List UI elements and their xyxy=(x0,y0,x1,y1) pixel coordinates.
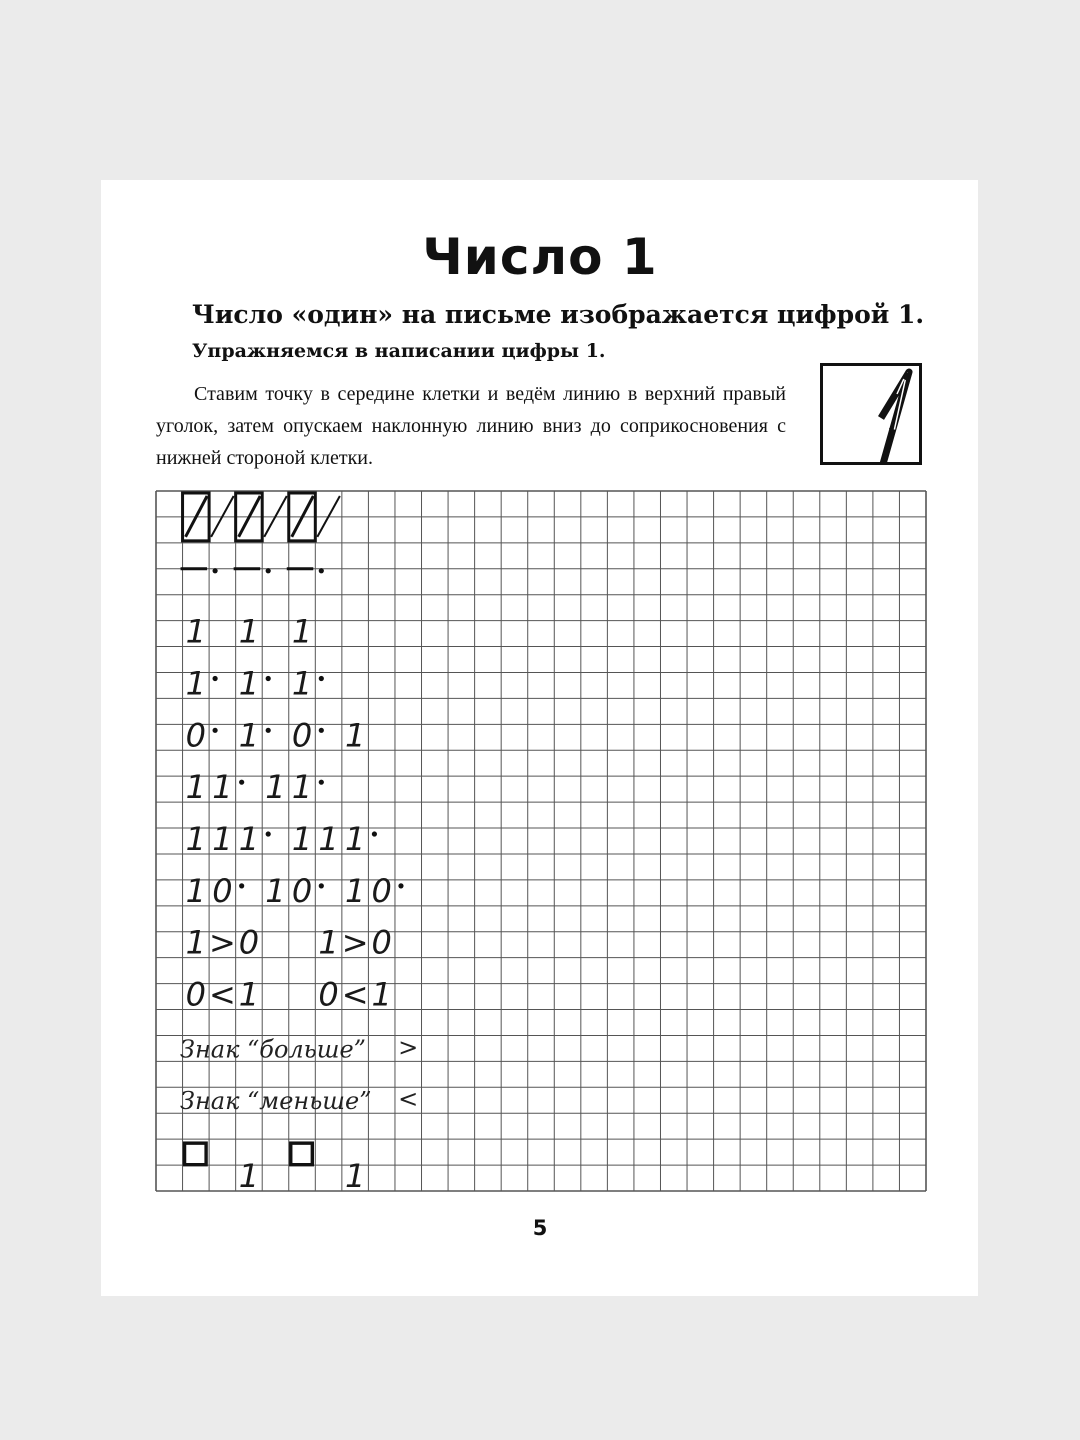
handwritten-char: 1 xyxy=(238,716,260,755)
handwritten-char: 1 xyxy=(238,612,260,651)
subtitle: Число «один» на письме изображается цифрой 1. xyxy=(192,300,925,329)
page-number: 5 xyxy=(532,1216,548,1240)
dot-mark xyxy=(266,831,271,836)
dot-mark xyxy=(319,676,324,681)
dot-mark xyxy=(319,780,324,785)
dot-mark xyxy=(266,676,271,681)
sign-greater-symbol: > xyxy=(398,1033,419,1062)
handwritten-char: 0 xyxy=(371,923,392,962)
handwritten-char: 1 xyxy=(291,819,313,858)
handwritten-char: 1 xyxy=(185,871,207,910)
handwritten-char: 1 xyxy=(265,871,286,910)
handwritten-char: 1 xyxy=(185,612,207,651)
handwritten-char: < xyxy=(341,975,369,1014)
handwritten-char: 1 xyxy=(371,975,392,1014)
dot-mark xyxy=(372,831,377,836)
handwritten-char: 1 xyxy=(344,819,366,858)
handwritten-char: 0 xyxy=(185,975,207,1014)
dot-mark xyxy=(213,676,218,681)
sign-less-symbol: < xyxy=(398,1085,419,1114)
dot-mark xyxy=(266,728,271,733)
dot-mark xyxy=(266,568,271,573)
handwritten-char: 1 xyxy=(238,819,260,858)
handwritten-char: 1 xyxy=(344,1157,366,1195)
dot-mark xyxy=(239,780,244,785)
handwritten-char: 1 xyxy=(291,612,313,651)
handwritten-char: 1 xyxy=(291,664,313,703)
exercise-heading: Упражняемся в написании цифры 1. xyxy=(192,340,606,362)
handwritten-char: 0 xyxy=(318,975,339,1014)
dot-mark xyxy=(213,568,218,573)
page-title: Число 1 xyxy=(422,228,658,286)
handwritten-char: 0 xyxy=(212,871,233,910)
handwritten-char: 1 xyxy=(238,975,260,1014)
handwritten-char: < xyxy=(208,975,236,1014)
instruction-text: Ставим точку в середине клетки и ведём линию в верхний правый уголок, затем опускаем наклонную линию вниз до соприкосновения с нижней стороной клетки. xyxy=(156,383,786,469)
handwritten-char: 1 xyxy=(185,923,207,962)
empty-answer-box xyxy=(185,1143,207,1165)
handwritten-char: 0 xyxy=(291,716,313,755)
handwritten-char: 1 xyxy=(185,819,207,858)
handwritten-char: 1 xyxy=(238,664,260,703)
handwritten-char: > xyxy=(208,923,236,962)
handwritten-char: 1 xyxy=(265,768,286,807)
handwritten-char: 1 xyxy=(344,716,366,755)
handwritten-char: 0 xyxy=(238,923,260,962)
empty-answer-box xyxy=(291,1143,313,1165)
handwritten-char: 1 xyxy=(291,768,313,807)
handwritten-char: 1 xyxy=(318,923,339,962)
handwritten-char: 1 xyxy=(185,664,207,703)
dot-mark xyxy=(319,883,324,888)
dot-mark xyxy=(319,728,324,733)
handwritten-char: 0 xyxy=(371,871,392,910)
dot-mark xyxy=(319,568,324,573)
handwritten-char: 1 xyxy=(238,1157,260,1195)
handwritten-char: 0 xyxy=(291,871,313,910)
handwritten-char: 0 xyxy=(185,716,207,755)
dot-mark xyxy=(239,883,244,888)
handwritten-char: > xyxy=(341,923,369,962)
handwritten-char: 1 xyxy=(212,819,233,858)
handwritten-char: 1 xyxy=(344,871,366,910)
handwritten-char: 1 xyxy=(185,768,207,807)
dot-mark xyxy=(213,728,218,733)
sign-less-label: Знак “меньше” xyxy=(180,1087,372,1116)
dot-mark xyxy=(398,883,403,888)
handwritten-char: 1 xyxy=(318,819,339,858)
handwritten-char: 1 xyxy=(212,768,233,807)
sign-greater-label: Знак “больше” xyxy=(180,1035,366,1064)
